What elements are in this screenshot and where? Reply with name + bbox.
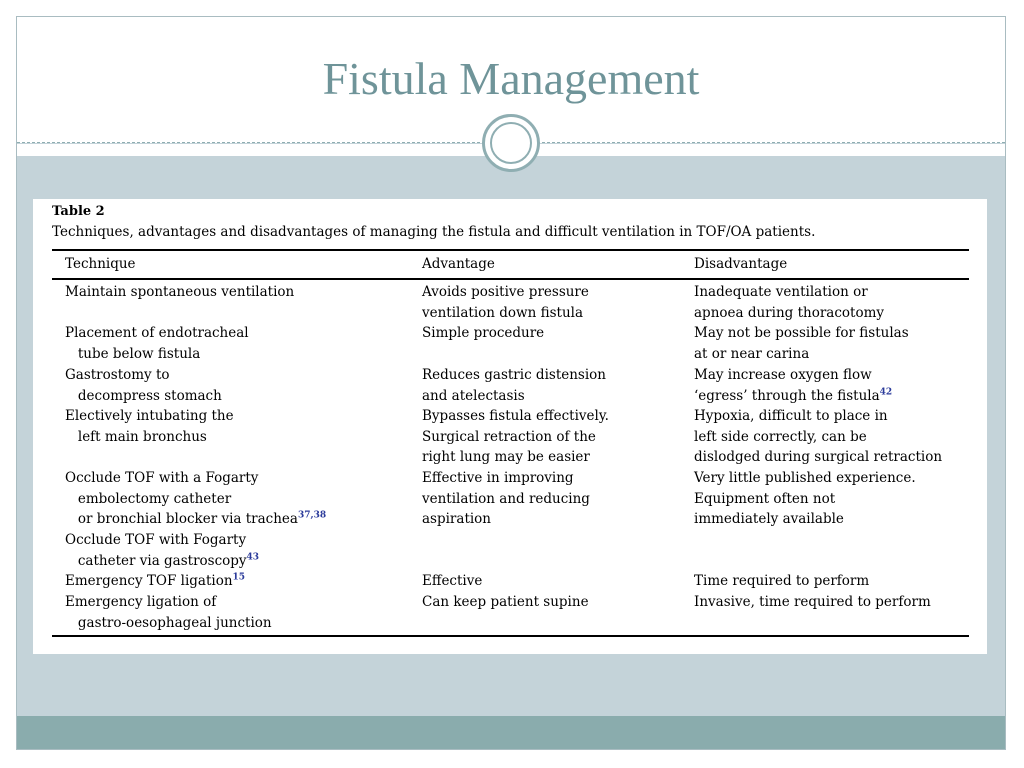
column-header-advantage: Advantage bbox=[422, 256, 495, 272]
table-caption: Techniques, advantages and disadvantages of managing the fistula and difficult ventilation in TOF/OA patients. bbox=[52, 224, 816, 240]
column-header-disadvantage: Disadvantage bbox=[694, 256, 788, 272]
table-cell-disadvantage: Inadequate ventilation or apnoea during thoracotomy bbox=[694, 284, 884, 321]
column-header-technique: Technique bbox=[65, 256, 136, 272]
circle-ornament-icon bbox=[482, 114, 540, 172]
footer-accent-bar bbox=[17, 716, 1005, 749]
table-cell-advantage: Can keep patient supine bbox=[422, 594, 589, 610]
cell-text: Occlude TOF with Fogarty catheter via gastroscopy bbox=[65, 532, 247, 569]
table-cell-disadvantage: Time required to perform bbox=[694, 573, 870, 589]
table-cell-advantage: Effective in improving ventilation and reducing aspiration bbox=[422, 470, 590, 528]
table-header-rule bbox=[52, 278, 969, 280]
table-cell-technique bbox=[65, 571, 245, 592]
cell-text: Occlude TOF with a Fogarty embolectomy catheter or bronchial blocker via trachea bbox=[65, 470, 298, 528]
table-cell-advantage: Simple procedure bbox=[422, 325, 545, 341]
table-label: Table 2 bbox=[52, 204, 105, 219]
table-cell-disadvantage: Invasive, time required to perform bbox=[694, 594, 931, 610]
reference-link[interactable]: 43 bbox=[246, 552, 260, 563]
table-cell-technique: Maintain spontaneous ventilation bbox=[65, 284, 295, 300]
table-cell-technique: Gastrostomy to decompress stomach bbox=[65, 367, 222, 404]
table-cell-technique bbox=[65, 468, 326, 530]
table-image-panel bbox=[33, 199, 987, 654]
reference-link[interactable]: 42 bbox=[879, 387, 893, 398]
table-cell-technique bbox=[65, 530, 259, 571]
cell-text: Emergency TOF ligation bbox=[65, 573, 233, 589]
table-cell-disadvantage: Very little published experience. Equipment often not immediately available bbox=[694, 470, 916, 528]
cell-text: May increase oxygen flow ‘egress’ through the fistula bbox=[694, 367, 880, 404]
table-cell-technique: Electively intubating the left main bronchus bbox=[65, 408, 234, 445]
table-cell-advantage: Effective bbox=[422, 573, 483, 589]
table-cell-technique: Placement of endotracheal tube below fistula bbox=[65, 325, 249, 362]
slide-title: Fistula Management bbox=[322, 53, 700, 104]
table-cell-advantage: Reduces gastric distension and atelectasis bbox=[422, 367, 606, 404]
table-cell-technique: Emergency ligation of gastro-oesophageal junction bbox=[65, 594, 272, 631]
table-bottom-rule bbox=[52, 635, 969, 637]
reference-link[interactable]: 15 bbox=[232, 572, 246, 583]
reference-link[interactable]: 37,38 bbox=[297, 510, 327, 521]
table-top-rule bbox=[52, 249, 969, 251]
table-cell-advantage: Bypasses fistula effectively. Surgical retraction of the right lung may be easier bbox=[422, 408, 609, 466]
table-cell-disadvantage: Hypoxia, difficult to place in left side correctly, can be dislodged during surgical retraction bbox=[694, 408, 943, 466]
table-cell-disadvantage bbox=[694, 365, 892, 406]
table-cell-advantage: Avoids positive pressure ventilation down fistula bbox=[422, 284, 589, 321]
table-cell-disadvantage: May not be possible for fistulas at or near carina bbox=[694, 325, 909, 362]
